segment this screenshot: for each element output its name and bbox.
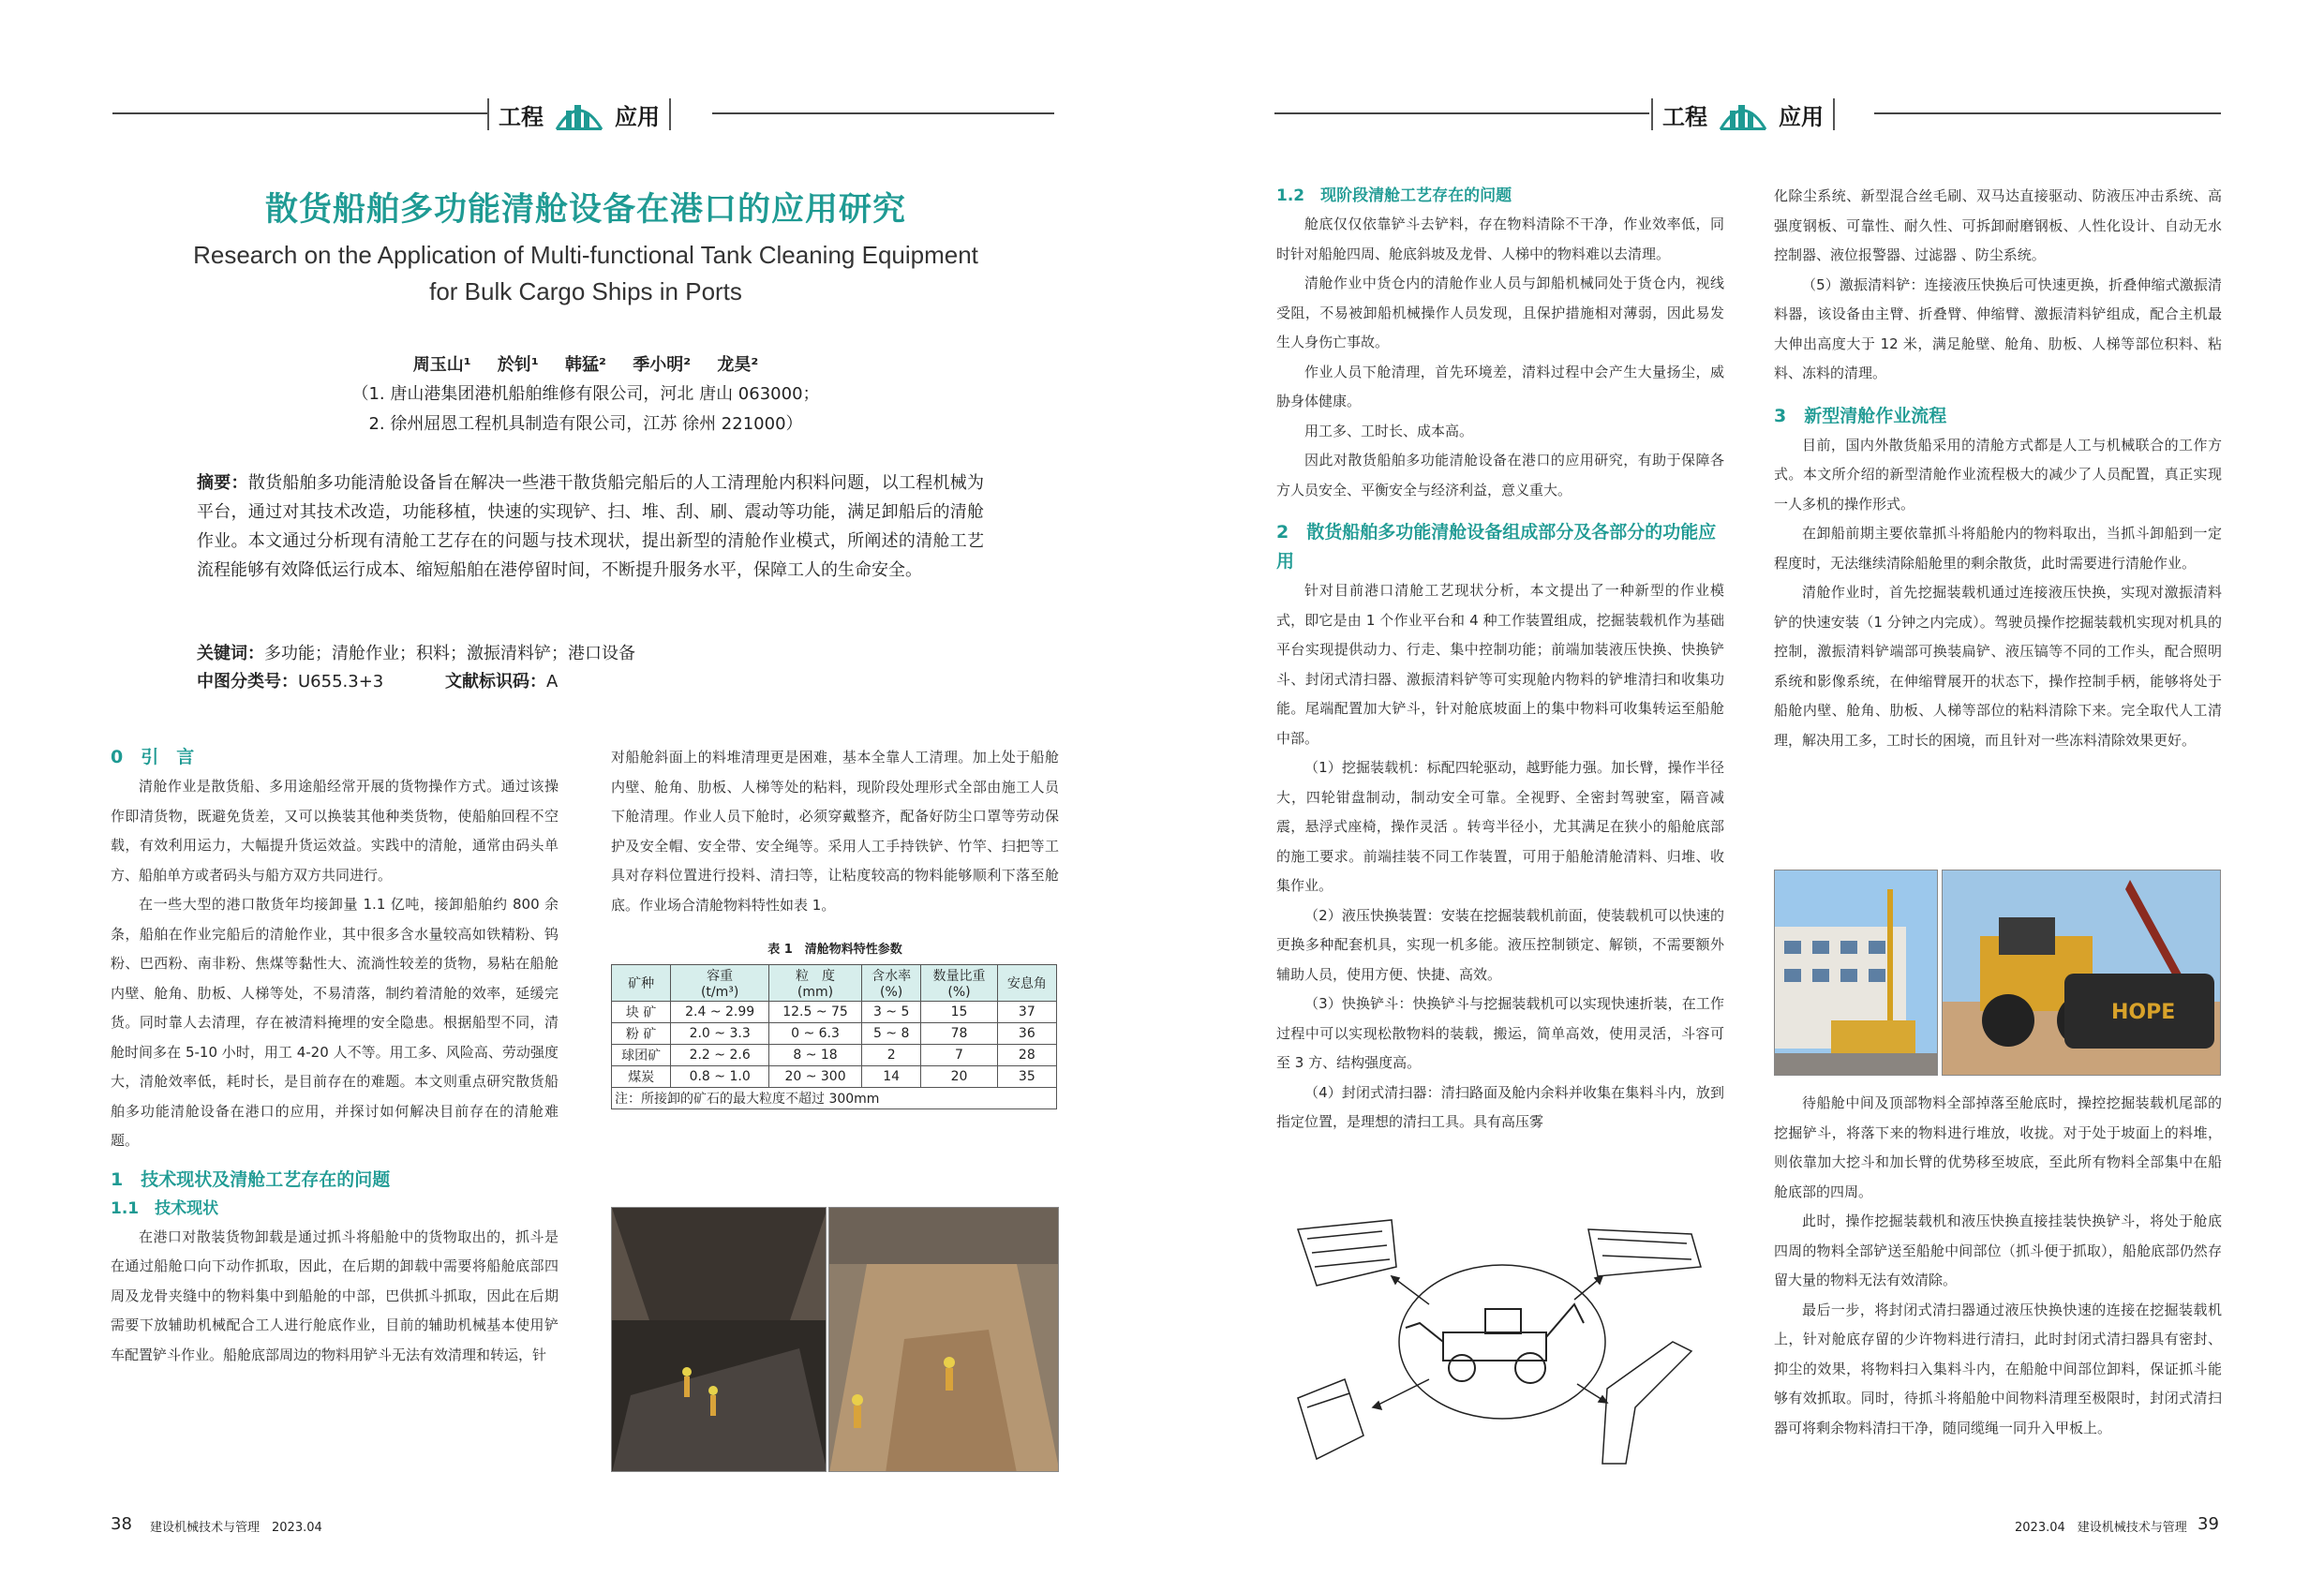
table-cell: 球团矿	[612, 1045, 671, 1066]
doc-value: A	[545, 672, 559, 692]
table-header-cell: 安息角	[997, 965, 1056, 1002]
table-row	[612, 1023, 1057, 1045]
section-1-heading: 1 技术现状及清舱工艺存在的问题	[111, 1168, 391, 1190]
paragraph: 清舱作业是散货船、多用途船经常开展的货物操作方式。通过该操作即清货物，既避免货差，又可以换装其他种类货物，使船舶回程不空载，有效利用运力，大幅提升货运效益。实践中的清舱，通常由码头单方、船舶单方或者码头与船方双方共同进行。	[111, 778, 559, 884]
separator	[487, 98, 489, 130]
table-cell: 粉 矿	[612, 1023, 671, 1045]
table-note: 注：所接卸的矿石的最大粒度不超过 300mm	[612, 1088, 1057, 1109]
article-title-en-2: for Bulk Cargo Ships in Ports	[429, 277, 742, 305]
paragraph: 化除尘系统、新型混合丝毛刷、双马达直接驱动、防液压冲击系统、高强度钢板、可靠性、耐久性、可拆卸耐磨钢板、人性化设计、自动无水控制器、液位报警器、过滤器 、防尘系统。	[1774, 187, 2222, 263]
city-logo-icon	[1717, 96, 1769, 133]
table-header-cell: 含水率 (%)	[862, 965, 921, 1002]
table-cell: 15	[921, 1002, 997, 1023]
paragraph: 针对目前港口清舱工艺现状分析，本文提出了一种新型的作业模式，即它是由 1 个作业平台和 4 种工作装置组成，挖掘装载机作为基础平台实现提供动力、行走、集中控制功能；前端加装液压快换、快换铲斗、封闭式清扫器、激振清料铲等可实现舱内物料的铲堆清扫和收集功能。尾端配置加大铲斗，针对舱底坡面上的集中物料可收集转运至船舱中部。	[1276, 582, 1724, 747]
authors: 周玉山¹ 於钊¹ 韩猛² 季小明² 龙昊²	[412, 355, 759, 375]
table-cell: 2.2 ~ 2.6	[671, 1045, 769, 1066]
cls-value: U655.3+3	[298, 672, 384, 692]
table-header-cell: 数量比重 (%)	[921, 965, 997, 1002]
article-title-cn: 散货船舶多功能清舱设备在港口的应用研究	[264, 191, 906, 229]
column-4	[1774, 182, 2222, 755]
table-cell: 3 ~ 5	[862, 1002, 921, 1023]
table-cell: 7	[921, 1045, 997, 1066]
table-cell: 0.8 ~ 1.0	[671, 1066, 769, 1088]
paragraph: 清舱作业时，首先挖掘装载机通过连接液压快换，实现对激振清料铲的快速安装（1 分钟之内完成）。驾驶员操作挖掘装载机实现对机具的控制，激振清料铲端部可换装扁铲、液压镐等不同的工作头，配合照明系统和影像系统，在伸缩臂展开的状态下，操作控制手柄，能够将处于船舱内壁、舱角、肋板、人梯等部位的粘料清除下来。完全取代人工清理，解决用工多，工时长的困境，而且针对一些冻料清除效果更好。	[1774, 584, 2222, 749]
header-rule-right-2	[1874, 112, 2221, 114]
city-logo-icon	[553, 96, 605, 133]
table-row	[612, 1045, 1057, 1066]
paragraph: 在港口对散装货物卸载是通过抓斗将船舱中的货物取出的，抓斗是在通过船舱口向下动作抓取，因此，在后期的卸载中需要将船舱底部四周及龙骨夹缝中的物料集中到船舱的中部，巴供抓斗抓取，因此在后期需要下放辅助机械配合工人进行舱底作业，目前的辅助机械基本使用铲车配置铲斗作业。船舱底部周边的物料用铲斗无法有效清理和转运，针	[111, 1227, 559, 1363]
equipment-photo-2	[1942, 870, 2221, 1076]
paragraph: （1）挖掘装载机：标配四轮驱动，越野能力强。加长臂，操作半径大，四轮钳盘制动，制动安全可靠。全视野、全密封驾驶室，隔音减震，悬浮式座椅，操作灵活 。转弯半径小，尤其满足在狭小的船舱底部的施工要求。前端挂装不同工作装置，可用于船舱清舱清料、归堆、收集作业。	[1276, 759, 1724, 894]
separator	[1833, 98, 1835, 130]
table-header-cell: 容重 (t/m³)	[671, 965, 769, 1002]
section-2-heading: 2 散货船舶多功能清舱设备组成部分及各部分的功能应用	[1276, 522, 1717, 572]
brand-text-a: 工程	[1662, 103, 1707, 130]
table-cell: 12.5 ~ 75	[769, 1002, 862, 1023]
abstract-text: 散货船舶多功能清舱设备旨在解决一些港干散货船完船后的人工清理舱内积料问题，以工程机械为平台，通过对其技术改造，功能移植，快速的实现铲、扫、堆、刮、刷、震动等功能，满足卸船后的清舱作业。本文通过分析现有清舱工艺存在的问题与技术现状，提出新型的清舱作业模式，所阐述的清舱工艺流程能够有效降低运行成本、缩短船舶在港停留时间，不断提升服务水平，保障工人的生命安全。	[197, 473, 985, 580]
table-cell: 78	[921, 1023, 997, 1045]
section-1-1-heading: 1.1 技术现状	[111, 1198, 219, 1218]
brand-text-b: 应用	[615, 103, 660, 130]
table-cell: 36	[997, 1023, 1056, 1045]
page-number-left: 38	[111, 1514, 132, 1534]
table-caption: 表 1 清舱物料特性参数	[767, 943, 902, 957]
equipment-photo-1	[1774, 870, 1938, 1076]
column-2	[611, 743, 1059, 1109]
table-cell: 28	[997, 1045, 1056, 1066]
keywords	[197, 639, 984, 669]
table-cell: 2.4 ~ 2.99	[671, 1002, 769, 1023]
loader-sweeper-illustration	[1943, 870, 2221, 1076]
paragraph: 清舱作业中货仓内的清舱作业人员与卸船机械同处于货仓内，视线受阻，不易被卸船机械操作人员发现，且保护措施相对薄弱，因此易发生人身伤亡事故。	[1276, 275, 1724, 350]
footer-left: 建设机械技术与管理 2023.04	[150, 1521, 322, 1535]
header-brand-right	[1651, 96, 1835, 133]
equipment-diagram	[1279, 1211, 1724, 1473]
paragraph: （3）快换铲斗：快换铲斗与挖掘装载机可以实现快速折装，在工作过程中可以实现松散物料的装载，搬运，简单高效，使用灵活，斗容可至 3 方、结构强度高。	[1276, 995, 1724, 1071]
table-cell: 5 ~ 8	[862, 1023, 921, 1045]
section-3-heading: 3 新型清舱作业流程	[1774, 405, 1947, 426]
table-cell: 14	[862, 1066, 921, 1088]
column-3	[1276, 182, 1724, 1138]
table-cell: 37	[997, 1002, 1056, 1023]
classification	[197, 667, 984, 697]
paragraph: 最后一步，将封闭式清扫器通过液压快换快速的连接在挖掘装载机上，针对舱底存留的少许物料进行清扫，此时封闭式清扫器具有密封、抑尘的效果，将物料扫入集料斗内，在船舱中间部位卸料，保证抓斗能够有效抓取。同时，待抓斗将船舱中间物料清理至极限时，封闭式清扫器可将剩余物料清扫干净，随同缆绳一同升入甲板上。	[1774, 1301, 2222, 1436]
table-cell: 2	[862, 1045, 921, 1066]
column-1	[111, 743, 559, 1370]
keywords-label: 关键词：	[197, 644, 264, 663]
brand-text-b: 应用	[1779, 103, 1824, 130]
cargo-hold-illustration	[612, 1208, 827, 1472]
table-cell: 煤炭	[612, 1066, 671, 1088]
separator	[1651, 98, 1653, 130]
column-4-continued	[1774, 1089, 2222, 1443]
paragraph: 舱底仅仅依靠铲斗去铲料，存在物料清除不干净，作业效率低，同时针对船舱四周、舱底斜坡及龙骨、人梯中的物料难以去清理。	[1276, 216, 1724, 262]
cls-label: 中图分类号：	[197, 672, 298, 692]
paragraph: （5）激振清料铲：连接液压快换后可快速更换，折叠伸缩式激振清料器，该设备由主臂、折叠臂、伸缩臂、激振清料铲组成，配合主机最大伸出高度大于 12 米，满足舱壁、舱角、肋板、人梯等部位积料、粘料、冻料的清理。	[1774, 275, 2222, 381]
affiliation-1: （1. 唐山港集团港机船舶维修有限公司，河北 唐山 063000；	[351, 384, 820, 404]
table-cell: 0 ~ 6.3	[769, 1023, 862, 1045]
paragraph: 此时，操作挖掘装载机和液压快换直接挂装快换铲斗，将处于舱底四周的物料全部铲送至船舱中间部位（抓斗便于抓取），船舱底部仍然存留大量的物料无法有效清除。	[1774, 1213, 2222, 1288]
header-brand-left	[487, 96, 671, 133]
separator	[669, 98, 671, 130]
paragraph: 作业人员下舱清理，首先环境差，清料过程中会产生大量扬尘，威胁身体健康。	[1276, 363, 1724, 409]
header-rule-left-2	[712, 112, 1054, 114]
backhoe-loader-diagram	[1279, 1211, 1724, 1473]
doc-label: 文献标识码：	[444, 672, 546, 692]
paragraph: 用工多、工时长、成本高。	[1304, 422, 1474, 439]
cargo-hold-photo-1	[611, 1207, 827, 1472]
table-header-row	[612, 965, 1057, 1002]
paragraph: 待船舱中间及顶部物料全部掉落至舱底时，操控挖掘装载机尾部的挖掘铲斗，将落下来的物料进行堆放，收拢。对于处于坡面上的料堆，则依靠加大挖斗和加长臂的优势移至坡底，至此所有物料全部集中在船舱底部的四周。	[1774, 1094, 2222, 1200]
material-table	[611, 964, 1057, 1109]
hope-logo-text: HOPE	[2111, 1001, 2176, 1024]
paragraph: 目前，国内外散货船采用的清舱方式都是人工与机械联合的工作方式。本文所介绍的新型清舱作业流程极大的减少了人员配置，真正实现一人多机的操作形式。	[1774, 436, 2222, 513]
building-crane-illustration	[1775, 870, 1938, 1076]
keywords-text: 多功能；清舱作业；积料；激振清料铲；港口设备	[264, 644, 635, 663]
footer-right: 2023.04 建设机械技术与管理	[2015, 1521, 2187, 1535]
cargo-hold-photo-2	[828, 1207, 1059, 1472]
abstract-label: 摘要：	[197, 473, 248, 493]
header-rule-left	[112, 112, 487, 114]
table-note-row	[612, 1088, 1057, 1109]
section-0-heading: 0 引 言	[111, 747, 195, 767]
paragraph: （2）液压快换装置：安装在挖掘装载机前面，使装载机可以快速的更换多种配套机具，实现一机多能。液压控制锁定、解锁，不需要额外辅助人员，使用方便、快捷、高效。	[1276, 906, 1724, 983]
table-cell: 8 ~ 18	[769, 1045, 862, 1066]
paragraph: 因此对散货船舶多功能清舱设备在港口的应用研究，有助于保障各方人员安全、平衡安全与经济利益，意义重大。	[1276, 452, 1724, 498]
paragraph: 在卸船前期主要依靠抓斗将船舱内的物料取出，当抓斗卸船到一定程度时，无法继续清除船舱里的剩余散货，此时需要进行清舱作业。	[1774, 525, 2222, 572]
table-cell: 2.0 ~ 3.3	[671, 1023, 769, 1045]
table-cell: 20	[921, 1066, 997, 1088]
header-rule-right	[1274, 112, 1649, 114]
table-cell: 块 矿	[612, 1002, 671, 1023]
paragraph: （4）封闭式清扫器：清扫路面及舱内余料并收集在集料斗内，放到指定位置，是理想的清扫工具。具有高压雾	[1276, 1083, 1724, 1130]
table-header-cell: 粒 度 (mm)	[769, 965, 862, 1002]
article-title-en-1: Research on the Application of Multi-functional Tank Cleaning Equipment	[193, 241, 978, 269]
table-header-cell: 矿种	[612, 965, 671, 1002]
brand-text-a: 工程	[499, 103, 544, 130]
abstract	[197, 469, 984, 585]
affiliation-2: 2. 徐州屈恩工程机具制造有限公司，江苏 徐州 221000）	[368, 414, 803, 434]
table-row	[612, 1066, 1057, 1088]
paragraph: 对船舱斜面上的料堆清理更是困难，基本全靠人工清理。加上处于船舱内壁、舱角、肋板、人梯等处的粘料，现阶段处理形式全部由施工人员下舱清理。作业人员下舱时，必须穿戴整齐，配备好防尘口罩等劳动保护及安全帽、安全带、安全绳等。采用人工手持铁铲、竹竿、扫把等工具对存料位置进行投料、清扫等，让粘度较高的物料能够顺利下落至舱底。作业场合清舱物料特性如表 1。	[611, 749, 1059, 914]
table-cell: 35	[997, 1066, 1056, 1088]
table-row	[612, 1002, 1057, 1023]
page-number-right: 39	[2197, 1514, 2219, 1534]
table-cell: 20 ~ 300	[769, 1066, 862, 1088]
section-1-2-heading: 1.2 现阶段清舱工艺存在的问题	[1276, 186, 1512, 205]
paragraph: 在一些大型的港口散货年均接卸量 1.1 亿吨，接卸船舶约 800 余条，船舶在作业完船后的清舱作业，其中很多含水量较高如铁精粉、钨粉、巴西粉、南非粉、焦煤等黏性大、流淌性较差的货物，易粘在船舱内壁、舱角、肋板、人梯等处，不易清落，制约着清舱的效率，延缓完货。同时靠人去清理，存在被清料掩埋的安全隐患。根据船型不同，清舱时间多在 5-10 小时，用工 4-20 人不等。用工多、风险高、劳动强度大，清舱效率低，耗时长，是目前存在的难题。本文则重点研究散货船舶多功能清舱设备在港口的应用，并探讨如何解决目前存在的清舱难题。	[111, 896, 559, 1149]
cargo-hold-illustration	[829, 1208, 1059, 1472]
